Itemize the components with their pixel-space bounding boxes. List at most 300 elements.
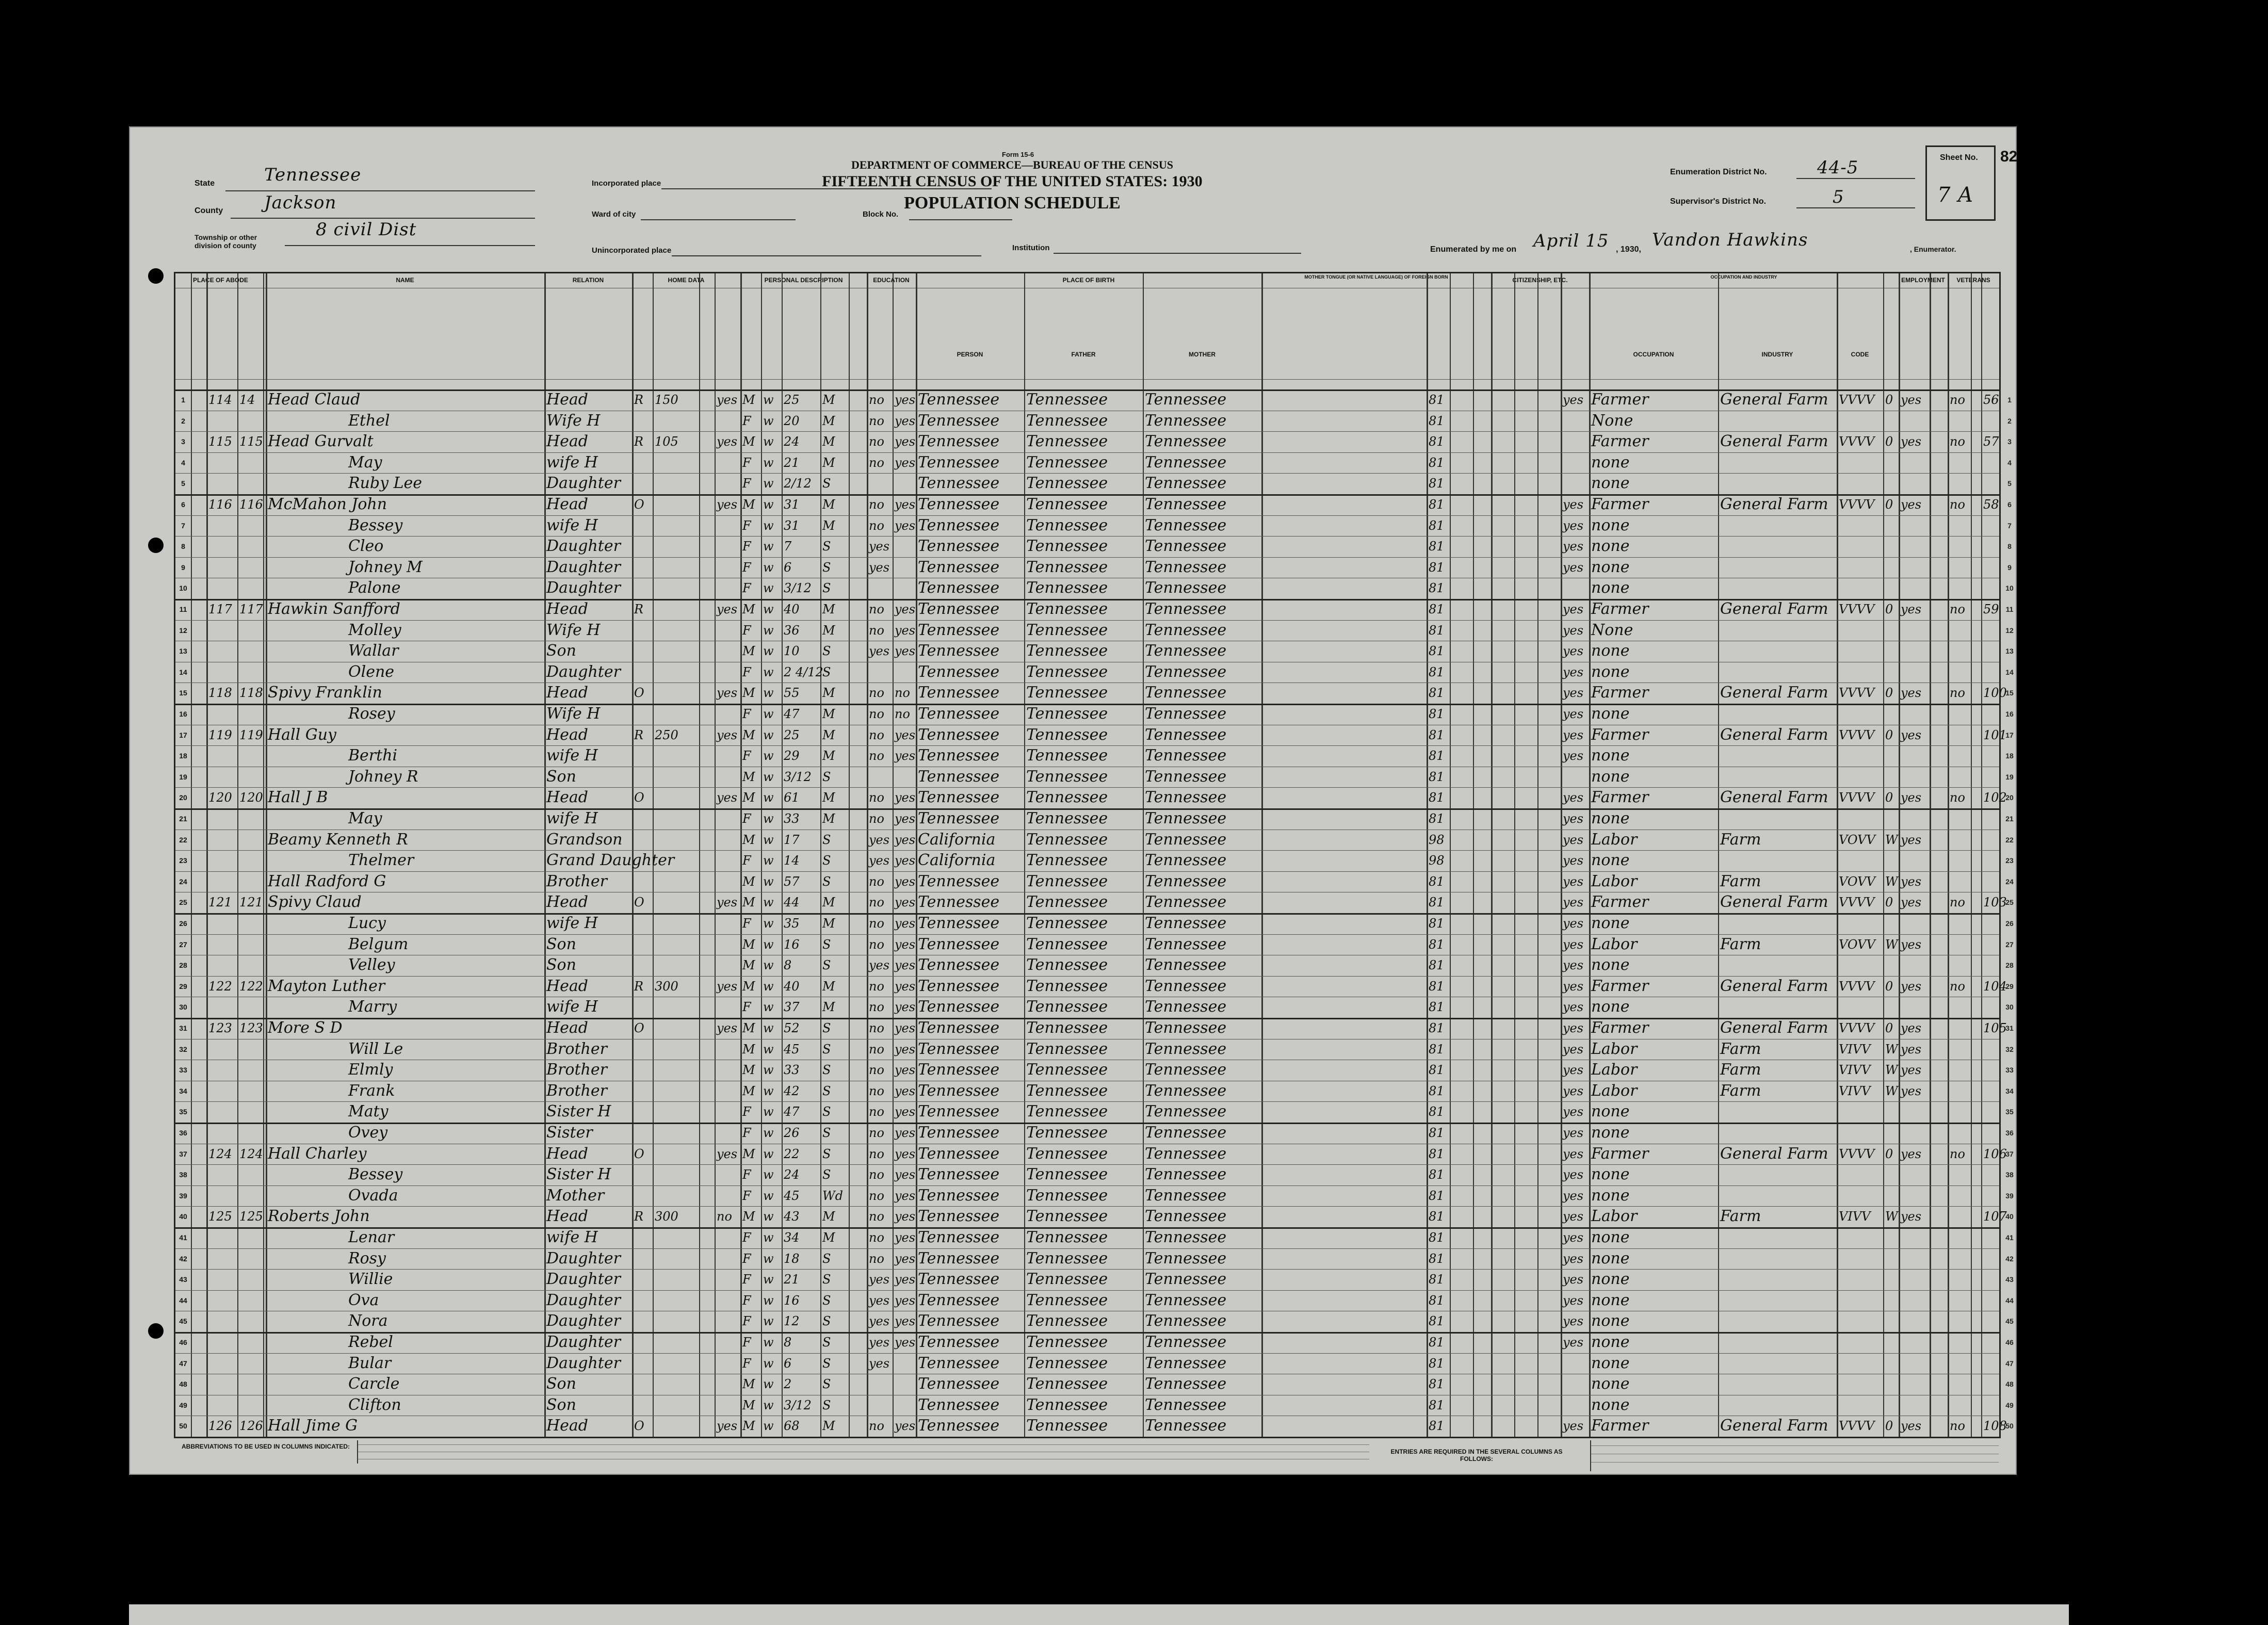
cell-fb: Tennessee [1026, 1144, 1108, 1163]
cell-name: Rebel [348, 1333, 393, 1351]
table-row [175, 1123, 2014, 1144]
cell-race: w [763, 664, 774, 679]
cell-rel: Head [546, 495, 589, 513]
cell-emp: yes [1901, 393, 1922, 407]
row-number: 30 [2005, 1003, 2014, 1012]
table-row [175, 850, 2014, 871]
cell-mb: Tennessee [1145, 579, 1227, 597]
cell-cw: 0 [1885, 895, 1893, 910]
cell-race: w [763, 1335, 774, 1350]
row-number: 1 [181, 396, 185, 404]
cell-ms: S [822, 1021, 831, 1035]
cell-rw: yes [895, 749, 916, 763]
cell-cw: 0 [1885, 979, 1893, 994]
cell-name: Bular [348, 1354, 392, 1372]
cell-race: w [763, 1042, 774, 1057]
row-number: 35 [2005, 1108, 2014, 1116]
cell-rel: Head [546, 391, 589, 409]
punch-hole [148, 268, 164, 284]
cell-mt: 81 [1429, 979, 1445, 994]
table-row [175, 1144, 2014, 1165]
ward-underline [641, 219, 796, 220]
cell-pb: Tennessee [918, 1375, 1000, 1393]
table-row [175, 620, 2014, 641]
cell-sex: F [742, 623, 751, 638]
cell-ms: M [822, 455, 835, 470]
cell-ind: Farm [1720, 1039, 1761, 1058]
cell-rel: wife H [546, 746, 598, 765]
cell-fb: Tennessee [1026, 495, 1108, 513]
cell-fb: Tennessee [1026, 621, 1108, 639]
cell-fb: Tennessee [1026, 788, 1108, 807]
cell-eng: yes [1563, 958, 1584, 973]
cell-rw: yes [895, 874, 916, 889]
cell-race: w [763, 895, 774, 910]
cell-name: Lucy [348, 914, 386, 932]
cell-sex: F [742, 1126, 751, 1140]
table-row [175, 997, 2014, 1018]
cell-pb: Tennessee [918, 788, 1000, 807]
cell-rel: Wife H [546, 411, 601, 430]
cell-mb: Tennessee [1145, 872, 1227, 890]
cell-rel: Son [546, 1395, 576, 1414]
cell-age: 2 4/12 [784, 664, 823, 679]
cell-race: w [763, 623, 774, 638]
cell-mt: 81 [1429, 1104, 1445, 1119]
cell-race: w [763, 686, 774, 701]
table-row [175, 411, 2012, 432]
cell-occ: none [1591, 1228, 1630, 1246]
schedule-title: POPULATION SCHEDULE [904, 193, 1121, 213]
cell-sex: F [742, 413, 751, 428]
cell-pb: Tennessee [918, 474, 1000, 493]
cell-mb: Tennessee [1145, 662, 1227, 681]
row-number: 12 [2005, 626, 2014, 635]
cell-name: Clifton [348, 1395, 401, 1414]
column-title-occupation: OCCUPATION [1633, 351, 1674, 358]
cell-age: 21 [784, 455, 800, 470]
row-number: 8 [2007, 542, 2012, 551]
cell-cw: 0 [1885, 790, 1893, 805]
cell-cw: W [1885, 1063, 1898, 1078]
cell-ms: S [822, 1083, 831, 1098]
cell-fb: Tennessee [1026, 642, 1108, 660]
cell-edu: no [869, 1146, 884, 1161]
cell-occ: none [1591, 1165, 1630, 1184]
cell-occ: none [1591, 579, 1630, 597]
cell-pb: Tennessee [918, 1270, 1000, 1289]
cell-rel: Sister [546, 1124, 593, 1142]
cell-name: Molley [348, 621, 401, 639]
row-number: 6 [2007, 500, 2012, 509]
cell-occ: Farmer [1591, 1144, 1649, 1163]
row-number: 33 [179, 1066, 187, 1075]
cell-rw: yes [895, 1335, 916, 1350]
cell-sex: F [742, 664, 751, 679]
cell-occ: none [1591, 1312, 1630, 1330]
cell-rel: Son [546, 935, 576, 953]
cell-occ: none [1591, 1102, 1630, 1121]
cell-code: VVVV [1839, 1021, 1875, 1035]
cell-ms: M [822, 1230, 835, 1245]
cell-fb: Tennessee [1026, 725, 1108, 744]
cell-rel: Daughter [546, 1291, 621, 1309]
row-number: 14 [2005, 668, 2014, 676]
cell-sex: M [742, 1209, 755, 1224]
cell-edu: no [869, 686, 884, 701]
cell-edu: no [869, 1419, 884, 1434]
cell-rw: yes [895, 434, 916, 449]
cell-rw: yes [895, 979, 916, 994]
cell-rel: Grandson [546, 830, 623, 849]
cell-race: w [763, 979, 774, 994]
cell-fb: Tennessee [1026, 767, 1108, 786]
cell-cw: 0 [1885, 393, 1893, 407]
cell-rw: yes [895, 1083, 916, 1098]
row-number: 9 [2007, 563, 2012, 572]
cell-occ: none [1591, 1354, 1630, 1372]
cell-sex: M [742, 434, 755, 449]
cell-edu: no [869, 497, 884, 512]
cell-edu: yes [869, 958, 890, 973]
table-row [175, 431, 2012, 452]
cell-rel: wife H [546, 516, 598, 534]
row-number: 30 [179, 1003, 187, 1012]
cell-mt: 81 [1429, 1083, 1445, 1098]
column-header-band [175, 273, 1999, 391]
table-row [175, 1311, 2014, 1332]
cell-ind: Farm [1720, 935, 1761, 953]
cell-eng: yes [1563, 1000, 1584, 1015]
row-number: 37 [2005, 1149, 2014, 1158]
cell-age: 6 [784, 560, 792, 575]
cell-ind: General Farm [1720, 684, 1828, 702]
row-number: 46 [2005, 1338, 2014, 1346]
cell-mb: Tennessee [1145, 453, 1227, 472]
cell-name: Bessey [348, 516, 403, 534]
cell-mb: Tennessee [1145, 516, 1227, 534]
cell-code: VVVV [1839, 1419, 1875, 1434]
table-row [175, 536, 2012, 557]
cell-ind: Farm [1720, 1207, 1761, 1226]
cell-rw: yes [895, 811, 916, 826]
abbrev-title: ABBREVIATIONS TO BE USED IN COLUMNS INDICATED: [182, 1443, 350, 1450]
cell-rw: yes [895, 853, 916, 868]
cell-sex: M [742, 1419, 755, 1434]
cell-race: w [763, 874, 774, 889]
cell-mb: Tennessee [1145, 1186, 1227, 1205]
cell-eng: yes [1563, 1188, 1584, 1203]
cell-ms: S [822, 1063, 831, 1078]
cell-eng: yes [1563, 393, 1584, 407]
cell-sex: F [742, 853, 751, 868]
cell-rel: wife H [546, 914, 598, 932]
cell-mb: Tennessee [1145, 1333, 1227, 1351]
cell-mt: 81 [1429, 1000, 1445, 1015]
cell-own: R [634, 727, 644, 742]
cell-name: Hall J B [268, 788, 328, 807]
cell-rel: Son [546, 956, 576, 974]
cell-code: VVVV [1839, 1146, 1875, 1161]
cell-age: 18 [784, 1251, 800, 1266]
cell-rw: yes [895, 455, 916, 470]
cell-ms: M [822, 707, 835, 721]
cell-farm: yes [717, 686, 738, 701]
cell-dw: 126 [208, 1419, 232, 1434]
cell-eng: yes [1563, 518, 1584, 533]
cell-emp: yes [1901, 979, 1922, 994]
cell-fb: Tennessee [1026, 1165, 1108, 1184]
cell-mt: 81 [1429, 1356, 1445, 1371]
cell-fb: Tennessee [1026, 1417, 1108, 1435]
cell-sex: F [742, 916, 751, 931]
cell-sch: 100 [1983, 686, 2007, 701]
cell-age: 37 [784, 1000, 800, 1015]
cell-occ: Farmer [1591, 977, 1649, 995]
cell-sex: F [742, 1167, 751, 1182]
cell-name: Carcle [348, 1375, 400, 1393]
cell-edu: no [869, 1021, 884, 1035]
cell-mt: 81 [1429, 686, 1445, 701]
cell-sex: F [742, 1356, 751, 1371]
cell-race: w [763, 853, 774, 868]
cell-vet: no [1950, 790, 1965, 805]
cell-age: 26 [784, 1126, 800, 1140]
cell-fam: 126 [239, 1419, 263, 1434]
cell-pb: Tennessee [918, 1144, 1000, 1163]
row-number: 21 [2005, 815, 2014, 823]
cell-mt: 81 [1429, 518, 1445, 533]
cell-rw: yes [895, 1293, 916, 1308]
cell-race: w [763, 1021, 774, 1035]
cell-pb: Tennessee [918, 453, 1000, 472]
cell-occ: none [1591, 1124, 1630, 1142]
cell-pb: Tennessee [918, 1333, 1000, 1351]
cell-name: More S D [268, 1019, 343, 1037]
group-header: PERSONAL DESCRIPTION [764, 277, 843, 284]
table-row [175, 1395, 2014, 1416]
cell-fam: 116 [239, 497, 263, 512]
cell-pb: Tennessee [918, 1039, 1000, 1058]
cell-farm: yes [717, 497, 738, 512]
cell-mb: Tennessee [1145, 391, 1227, 409]
cell-sch: 58 [1983, 497, 1999, 512]
cell-edu: no [869, 1251, 884, 1266]
cell-fam: 119 [239, 727, 263, 742]
department-title: DEPARTMENT OF COMMERCE—BUREAU OF THE CENSUS [851, 158, 1174, 171]
row-number: 41 [179, 1233, 187, 1242]
row-number: 46 [179, 1338, 187, 1346]
table-row [175, 976, 2014, 997]
cell-pb: Tennessee [918, 1291, 1000, 1309]
block-underline [909, 219, 1012, 220]
cell-rw: yes [895, 518, 916, 533]
row-number: 45 [2005, 1317, 2014, 1326]
cell-race: w [763, 1104, 774, 1119]
cell-rel: Daughter [546, 1249, 621, 1268]
cell-mb: Tennessee [1145, 956, 1227, 974]
cell-rel: Brother [546, 1081, 607, 1100]
table-row [175, 1416, 2014, 1437]
cell-cw: 0 [1885, 686, 1893, 701]
cell-eng: yes [1563, 916, 1584, 931]
state-value: Tennessee [264, 165, 362, 185]
cell-eng: yes [1563, 790, 1584, 805]
cell-name: Ovada [348, 1186, 398, 1205]
cell-rel: Brother [546, 1039, 607, 1058]
cell-ms: S [822, 874, 831, 889]
cell-emp: yes [1901, 686, 1922, 701]
cell-age: 17 [784, 832, 800, 847]
cell-race: w [763, 1251, 774, 1266]
cell-age: 33 [784, 1063, 800, 1078]
cell-sch: 56 [1983, 393, 1999, 407]
row-number: 44 [2005, 1296, 2014, 1305]
entries-title: ENTRIES ARE REQUIRED IN THE SEVERAL COLUMNS AS FOLLOWS: [1390, 1448, 1563, 1463]
row-number: 7 [2007, 521, 2012, 530]
cell-name: Hall Radford G [268, 872, 386, 890]
row-number: 6 [181, 500, 185, 509]
cell-pb: Tennessee [918, 621, 1000, 639]
cell-mb: Tennessee [1145, 684, 1227, 702]
cell-fb: Tennessee [1026, 391, 1108, 409]
cell-fb: Tennessee [1026, 746, 1108, 765]
cell-fb: Tennessee [1026, 432, 1108, 451]
cell-fam: 123 [239, 1021, 263, 1035]
ed-underline [1796, 178, 1915, 179]
cell-cw: 0 [1885, 1419, 1893, 1434]
cell-mt: 81 [1429, 811, 1445, 826]
cell-mt: 81 [1429, 727, 1445, 742]
table-row [175, 704, 2014, 725]
cell-mt: 81 [1429, 1209, 1445, 1224]
table-row [175, 578, 2014, 599]
table-row [175, 787, 2014, 808]
cell-race: w [763, 1063, 774, 1078]
cell-mb: Tennessee [1145, 1165, 1227, 1184]
cell-emp: yes [1901, 1042, 1922, 1057]
cell-pb: Tennessee [918, 998, 1000, 1016]
cell-fb: Tennessee [1026, 1081, 1108, 1100]
cell-sex: F [742, 518, 751, 533]
cell-mb: Tennessee [1145, 705, 1227, 723]
cell-race: w [763, 1146, 774, 1161]
cell-code: VVVV [1839, 393, 1875, 407]
cell-mt: 81 [1429, 937, 1445, 952]
cell-ms: M [822, 916, 835, 931]
cell-race: w [763, 1272, 774, 1287]
cell-sex: M [742, 895, 755, 910]
cell-rw: yes [895, 916, 916, 931]
cell-race: w [763, 455, 774, 470]
cell-ms: M [822, 434, 835, 449]
cell-occ: none [1591, 746, 1630, 765]
cell-edu: no [869, 1230, 884, 1245]
cell-rw: yes [895, 1188, 916, 1203]
cell-sex: F [742, 1293, 751, 1308]
cell-cw: 0 [1885, 434, 1893, 449]
cell-rw: yes [895, 497, 916, 512]
sheet-label: Sheet No. [1940, 153, 1978, 162]
cell-ind: General Farm [1720, 1417, 1828, 1435]
row-number: 3 [2007, 437, 2012, 446]
cell-mb: Tennessee [1145, 1312, 1227, 1330]
cell-race: w [763, 1209, 774, 1224]
cell-ms: M [822, 1000, 835, 1015]
cell-farm: yes [717, 1021, 738, 1035]
row-number: 34 [179, 1086, 187, 1095]
cell-rw: yes [895, 393, 916, 407]
cell-ind: Farm [1720, 1061, 1761, 1079]
cell-eng: yes [1563, 979, 1584, 994]
cell-rw: yes [895, 644, 916, 659]
row-number: 8 [181, 542, 185, 551]
row-number: 29 [2005, 982, 2014, 990]
cell-vet: no [1950, 895, 1965, 910]
cell-emp: yes [1901, 895, 1922, 910]
cell-edu: yes [869, 832, 890, 847]
cell-ms: S [822, 1293, 831, 1308]
cell-fb: Tennessee [1026, 1124, 1108, 1142]
cell-fb: Tennessee [1026, 558, 1108, 576]
table-row [175, 473, 2012, 494]
cell-age: 2 [784, 1377, 792, 1392]
cell-occ: none [1591, 1395, 1630, 1414]
cell-sex: F [742, 1251, 751, 1266]
cell-race: w [763, 1377, 774, 1392]
cell-edu: yes [869, 560, 890, 575]
cell-mb: Tennessee [1145, 642, 1227, 660]
cell-age: 40 [784, 979, 800, 994]
cell-mb: Tennessee [1145, 1019, 1227, 1037]
population-table [174, 272, 2014, 1438]
cell-occ: Labor [1591, 1207, 1638, 1226]
cell-occ: none [1591, 1333, 1630, 1351]
cell-rel: Son [546, 642, 576, 660]
row-number: 27 [2005, 940, 2014, 949]
cell-name: Hall Charley [268, 1144, 367, 1163]
group-header: EDUCATION [873, 277, 910, 284]
cell-mb: Tennessee [1145, 977, 1227, 995]
cell-name: Ethel [348, 411, 390, 430]
cell-rw: yes [895, 1167, 916, 1182]
cell-fb: Tennessee [1026, 684, 1108, 702]
cell-occ: Labor [1591, 830, 1638, 849]
table-row [175, 767, 2014, 788]
column-title-person: PERSON [957, 351, 983, 358]
state-label: State [195, 179, 215, 188]
cell-rel: Daughter [546, 1312, 621, 1330]
row-number: 47 [179, 1359, 187, 1368]
cell-ms: S [822, 539, 831, 554]
row-number: 18 [2005, 752, 2014, 760]
cell-ms: S [822, 644, 831, 659]
cell-mt: 81 [1429, 1398, 1445, 1412]
cell-occ: Labor [1591, 1039, 1638, 1058]
cell-age: 14 [784, 853, 800, 868]
cell-age: 29 [784, 749, 800, 763]
cell-fb: Tennessee [1026, 411, 1108, 430]
cell-ind: General Farm [1720, 495, 1828, 513]
cell-mt: 81 [1429, 560, 1445, 575]
row-number: 48 [179, 1380, 187, 1389]
cell-fb: Tennessee [1026, 1375, 1108, 1393]
census-sheet [129, 126, 2017, 1475]
cell-age: 6 [784, 1356, 792, 1371]
cell-dw: 122 [208, 979, 232, 994]
cell-mb: Tennessee [1145, 495, 1227, 513]
ed-value: 44-5 [1817, 157, 1859, 178]
